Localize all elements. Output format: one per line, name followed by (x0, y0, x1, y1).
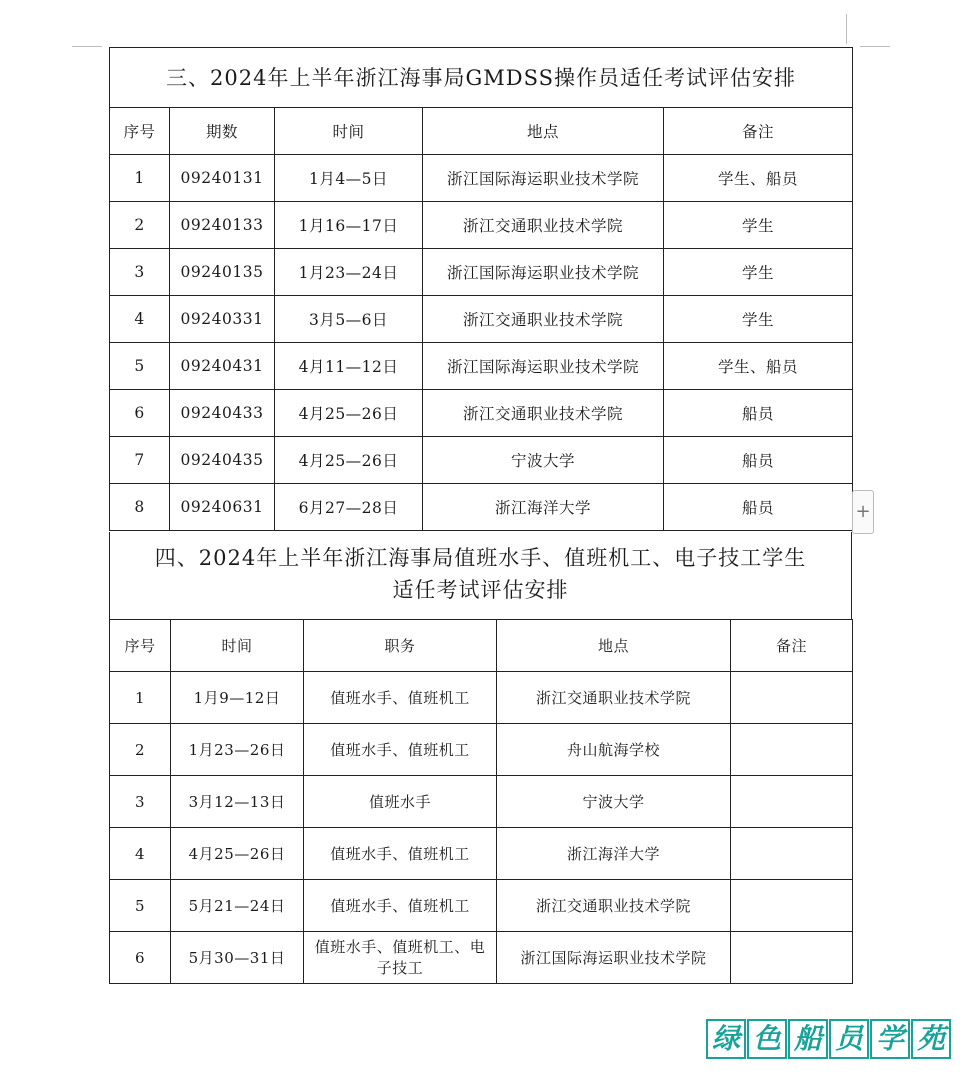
cell-index: 3 (110, 249, 170, 296)
crop-mark-left-h (72, 46, 102, 47)
cell-index: 4 (110, 296, 170, 343)
table-header-row (110, 620, 853, 672)
cell-index: 8 (110, 484, 170, 531)
cell-session: 09240435 (170, 437, 275, 484)
cell-index: 6 (110, 390, 170, 437)
cell-position: 值班水手、值班机工 (304, 672, 497, 724)
watch-rating-table-title (109, 532, 852, 619)
watermark-char: 学 (870, 1019, 910, 1059)
watermark-char: 绿 (706, 1019, 746, 1059)
cell-time: 4月25—26日 (171, 828, 304, 880)
table-row (110, 390, 853, 437)
cell-index: 7 (110, 437, 170, 484)
cell-session: 09240131 (170, 155, 275, 202)
table-row (110, 155, 853, 202)
title-line-1: 四、2024年上半年浙江海事局值班水手、值班机工、电子技工学生 (154, 546, 807, 570)
crop-mark-right-h (860, 46, 890, 47)
cell-time: 4月25—26日 (275, 437, 423, 484)
cell-location: 浙江交通职业技术学院 (497, 672, 731, 724)
cell-index: 2 (110, 202, 170, 249)
cell-index: 5 (110, 880, 171, 932)
table-row (110, 484, 853, 531)
cell-location: 浙江交通职业技术学院 (423, 390, 664, 437)
cell-index: 6 (110, 932, 171, 984)
cell-session: 09240331 (170, 296, 275, 343)
cell-index: 2 (110, 724, 171, 776)
cell-index: 3 (110, 776, 171, 828)
cell-position: 值班水手、值班机工、电子技工 (304, 932, 497, 984)
cell-time: 3月5—6日 (275, 296, 423, 343)
cell-time: 3月12—13日 (171, 776, 304, 828)
watch-rating-schedule-table (109, 619, 853, 984)
table-row (110, 724, 853, 776)
cell-remark (731, 828, 853, 880)
header-time: 时间 (275, 108, 423, 155)
cell-location: 舟山航海学校 (497, 724, 731, 776)
cell-remark: 学生 (664, 296, 853, 343)
header-position: 职务 (304, 620, 497, 672)
table-row (110, 776, 853, 828)
cell-index: 5 (110, 343, 170, 390)
cell-time: 6月27—28日 (275, 484, 423, 531)
cell-location: 浙江国际海运职业技术学院 (423, 155, 664, 202)
cell-time: 5月30—31日 (171, 932, 304, 984)
cell-location: 浙江交通职业技术学院 (497, 880, 731, 932)
cell-position: 值班水手、值班机工 (304, 828, 497, 880)
cell-remark: 船员 (664, 390, 853, 437)
header-index: 序号 (110, 620, 171, 672)
cell-remark: 船员 (664, 437, 853, 484)
table-row (110, 437, 853, 484)
cell-index: 1 (110, 672, 171, 724)
table-row (110, 343, 853, 390)
cell-location: 浙江交通职业技术学院 (423, 296, 664, 343)
watermark-char: 员 (829, 1019, 869, 1059)
cell-time: 1月4—5日 (275, 155, 423, 202)
cell-position: 值班水手、值班机工 (304, 880, 497, 932)
table-row (110, 202, 853, 249)
header-remark: 备注 (664, 108, 853, 155)
cell-time: 5月21—24日 (171, 880, 304, 932)
cell-time: 4月11—12日 (275, 343, 423, 390)
cell-remark (731, 672, 853, 724)
cell-location: 浙江国际海运职业技术学院 (497, 932, 731, 984)
cell-remark (731, 724, 853, 776)
cell-remark (731, 776, 853, 828)
header-location: 地点 (423, 108, 664, 155)
table-row (110, 296, 853, 343)
cell-session: 09240431 (170, 343, 275, 390)
cell-session: 09240631 (170, 484, 275, 531)
cell-position: 值班水手、值班机工 (304, 724, 497, 776)
cell-remark: 学生 (664, 202, 853, 249)
table-row (110, 672, 853, 724)
cell-time: 4月25—26日 (275, 390, 423, 437)
cell-remark: 学生 (664, 249, 853, 296)
cell-location: 浙江国际海运职业技术学院 (423, 343, 664, 390)
cell-remark: 学生、船员 (664, 343, 853, 390)
watermark-char: 色 (747, 1019, 787, 1059)
cell-remark: 船员 (664, 484, 853, 531)
cell-session: 09240433 (170, 390, 275, 437)
cell-location: 浙江国际海运职业技术学院 (423, 249, 664, 296)
table-row (110, 880, 853, 932)
header-remark: 备注 (731, 620, 853, 672)
watermark-char: 苑 (911, 1019, 951, 1059)
cell-time: 1月16—17日 (275, 202, 423, 249)
cell-position: 值班水手 (304, 776, 497, 828)
table-row (110, 932, 853, 984)
cell-session: 09240133 (170, 202, 275, 249)
header-index: 序号 (110, 108, 170, 155)
cell-session: 09240135 (170, 249, 275, 296)
crop-mark-right-v (846, 14, 847, 44)
watermark-char: 船 (788, 1019, 828, 1059)
cell-remark (731, 932, 853, 984)
gmdss-table-title: 三、2024年上半年浙江海事局GMDSS操作员适任考试评估安排 (110, 48, 853, 108)
table-header-row (110, 108, 853, 155)
header-location: 地点 (497, 620, 731, 672)
table-row (110, 249, 853, 296)
add-row-button[interactable]: + (852, 490, 874, 534)
cell-index: 1 (110, 155, 170, 202)
cell-time: 1月23—26日 (171, 724, 304, 776)
cell-location: 浙江海洋大学 (423, 484, 664, 531)
cell-index: 4 (110, 828, 171, 880)
cell-location: 浙江交通职业技术学院 (423, 202, 664, 249)
title-line-2: 适任考试评估安排 (392, 578, 569, 602)
cell-remark: 学生、船员 (664, 155, 853, 202)
cell-remark (731, 880, 853, 932)
gmdss-schedule-table (109, 47, 853, 531)
cell-time: 1月9—12日 (171, 672, 304, 724)
cell-time: 1月23—24日 (275, 249, 423, 296)
cell-location: 宁波大学 (497, 776, 731, 828)
table-row (110, 828, 853, 880)
header-time: 时间 (171, 620, 304, 672)
cell-location: 宁波大学 (423, 437, 664, 484)
cell-location: 浙江海洋大学 (497, 828, 731, 880)
header-session: 期数 (170, 108, 275, 155)
watermark-logo (706, 1019, 952, 1063)
